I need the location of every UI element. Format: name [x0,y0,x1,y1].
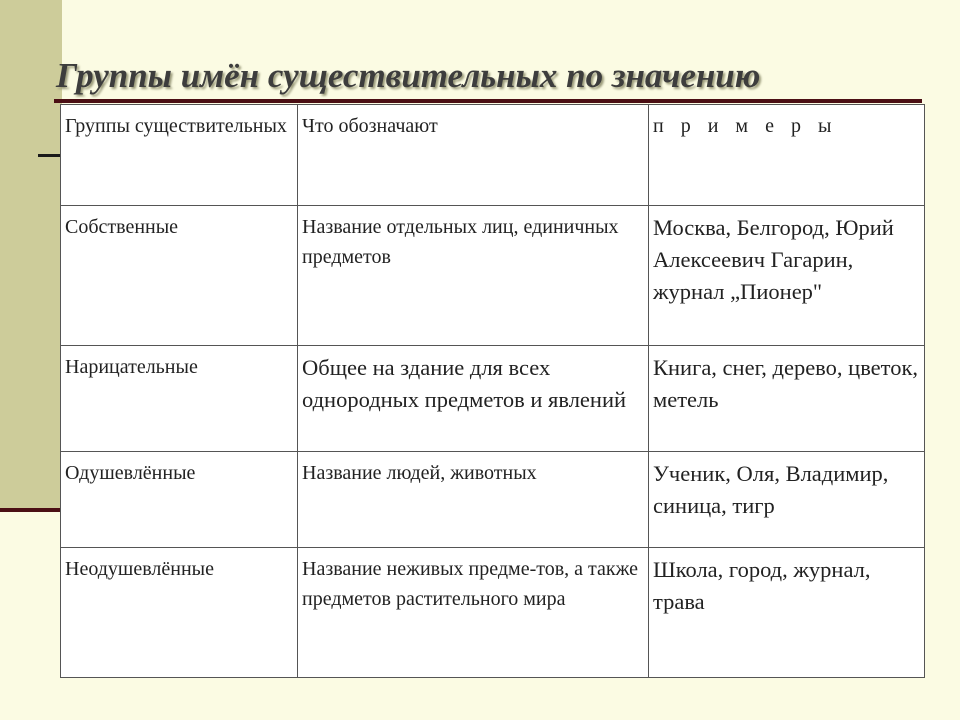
slide-title: Группы имён существительных по значению [56,56,761,95]
table-header-row [61,105,925,206]
noun-groups-table [60,104,924,678]
group-cell: Неодушевлённые [61,548,298,678]
header-examples: п р и м е р ы [649,105,925,206]
meaning-cell: Название неживых предме-тов, а также предметов растительного мира [298,548,649,678]
examples-cell: Москва, Белгород, Юрий Алексеевич Гагарин, журнал „Пионер" [649,206,925,346]
header-meaning: Что обозначают [298,105,649,206]
meaning-cell: Название отдельных лиц, единичных предметов [298,206,649,346]
side-decor-bar [0,0,62,512]
group-cell: Собственные [61,206,298,346]
side-decor-line [0,508,62,512]
meaning-cell: Общее на здание для всех однородных предметов и явлений [298,346,649,452]
table-row [61,452,925,548]
table-row [61,346,925,452]
examples-cell: Ученик, Оля, Владимир, синица, тигр [649,452,925,548]
header-groups: Группы существительных [61,105,298,206]
table-row [61,548,925,678]
examples-cell: Школа, город, журнал, трава [649,548,925,678]
group-cell: Одушевлённые [61,452,298,548]
table-row [61,206,925,346]
meaning-cell: Название людей, животных [298,452,649,548]
title-dash-mark [38,154,62,157]
group-cell: Нарицательные [61,346,298,452]
examples-cell: Книга, снег, дерево, цветок, метель [649,346,925,452]
title-underline [54,99,922,103]
